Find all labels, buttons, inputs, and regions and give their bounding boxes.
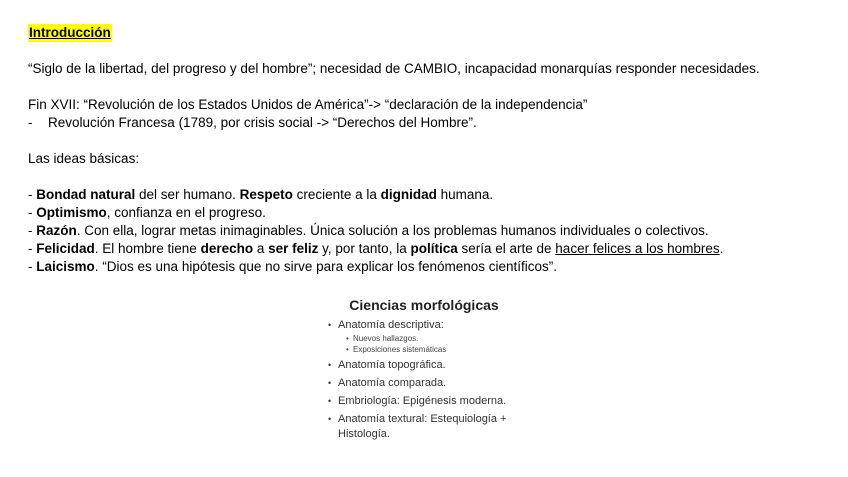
idea-optimismo [28,204,828,222]
bullet-icon: • [328,414,332,424]
slide-subitem-text: Exposiciones sistemáticas [353,345,447,354]
idea-prefix: - [28,259,37,274]
list-item-french-revolution [28,114,828,132]
bullet-icon: • [346,334,349,343]
idea-text: , confianza en el progreso. [106,205,266,220]
slide-item [328,376,558,391]
idea-text: a [253,241,269,256]
idea-razon [28,222,828,240]
slide-item [328,358,558,373]
idea-underlined: hacer felices a los hombres [555,241,720,256]
idea-keyword: Respeto [239,187,293,202]
idea-text: . Con ella, lograr metas inimaginables. Única solución a los problemas humanos individuales o colectivos. [76,223,709,238]
slide-item-text: Anatomía comparada. [338,377,447,389]
heading-line [28,24,828,42]
embedded-slide-image [318,296,558,461]
bullet-icon: • [328,396,332,406]
idea-keyword: Optimismo [36,205,107,220]
ideas-heading: Las ideas básicas: [28,151,140,166]
idea-text: del ser humano. [135,187,240,202]
slide-title: Ciencias morfológicas [349,297,499,313]
slide-item-text: Anatomía topográfica. [338,359,446,371]
idea-keyword: Bondad natural [36,187,136,202]
idea-prefix: - [28,205,37,220]
bullet-icon: • [328,378,332,388]
slide-subitem [328,344,558,355]
dash-marker: - [28,115,33,130]
idea-keyword: Felicidad [36,241,95,256]
idea-keyword: Razón [36,223,77,238]
idea-text: . El hombre tiene [94,241,201,256]
bullet-icon: • [328,360,332,370]
slide-item-continuation: Histología. [338,428,390,440]
idea-keyword: dignidad [380,187,437,202]
idea-keyword: política [410,241,458,256]
paragraph-intro: “Siglo de la libertad, del progreso y del hombre”; necesidad de CAMBIO, incapacidad monarquías responder necesidades. [28,61,760,76]
slide-item [328,394,558,409]
idea-text: sería el arte de [457,241,556,256]
paragraph-revolution-usa: Fin XVII: “Revolución de los Estados Unidos de América”-> “declaración de la independencia” [28,97,588,112]
idea-felicidad [28,240,828,258]
idea-text: y, por tanto, la [318,241,411,256]
idea-text: . [719,241,724,256]
bullet-icon: • [346,345,349,354]
idea-prefix: - [28,187,37,202]
french-revolution-text: Revolución Francesa (1789, por crisis social -> “Derechos del Hombre”. [48,115,477,130]
slide-subitem-text: Nuevos hallazgos. [353,334,419,343]
slide-item-text: Anatomía textural: Estequiología + [338,413,507,425]
idea-bondad [28,186,828,204]
idea-text: humana. [436,187,494,202]
slide-item-text: Embriología: Epigénesis moderna. [338,395,507,407]
idea-prefix: - [28,241,37,256]
slide-list [318,318,558,442]
slide-item [328,318,558,333]
idea-laicismo [28,258,828,276]
bullet-icon: • [328,320,332,330]
idea-keyword: Laicismo [36,259,95,274]
section-title: Introducción [29,25,111,40]
idea-text: . “Dios es una hipótesis que no sirve para explicar los fenómenos científicos”. [94,259,558,274]
idea-keyword: derecho [200,241,254,256]
idea-text: creciente a la [292,187,381,202]
slide-subitem [328,333,558,344]
document-body [28,24,828,276]
idea-prefix: - [28,223,37,238]
slide-item-text: Anatomía descriptiva: [338,319,444,331]
idea-keyword: ser feliz [268,241,319,256]
slide-item [328,412,558,427]
